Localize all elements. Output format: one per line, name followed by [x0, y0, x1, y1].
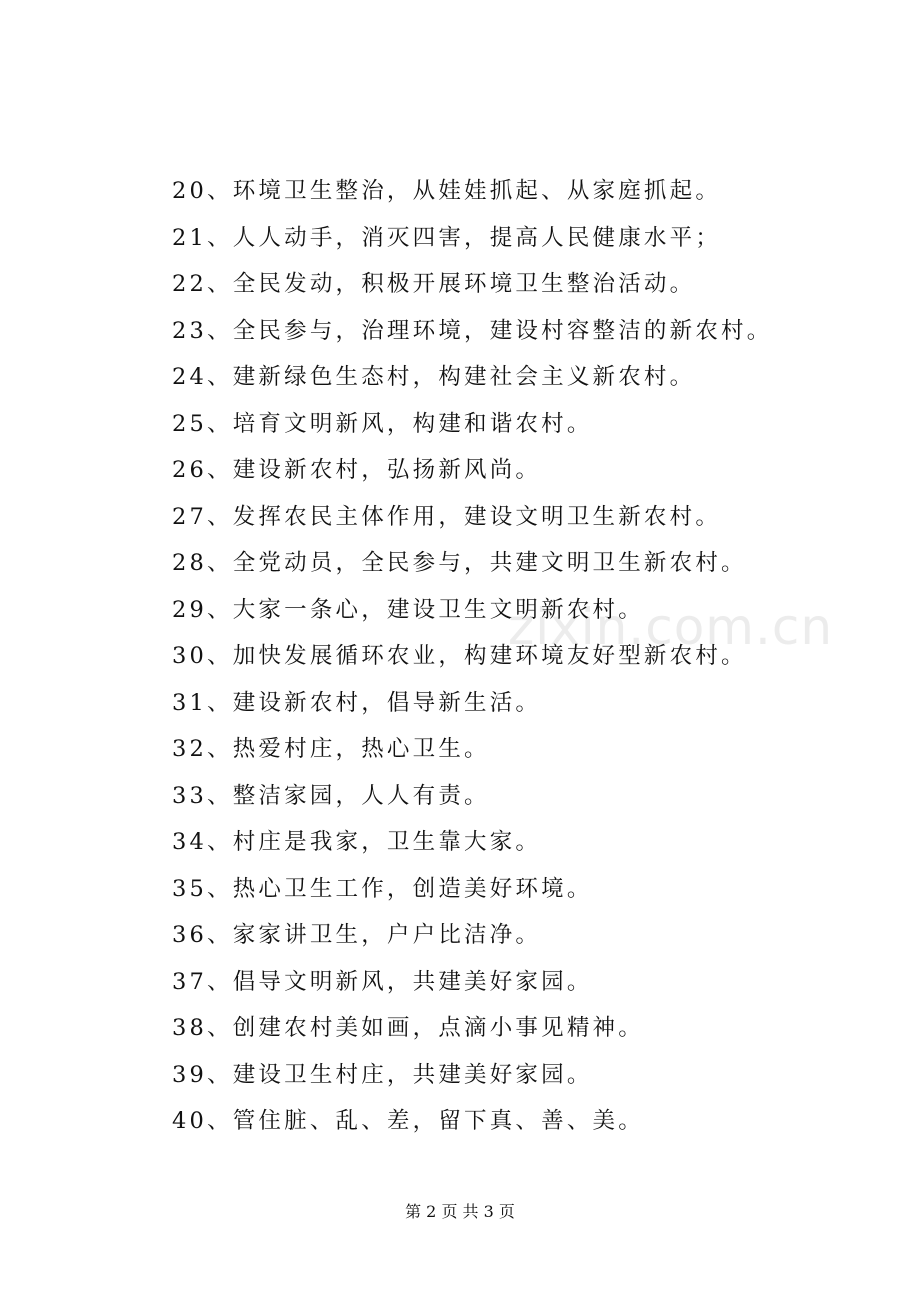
slogan-list [172, 168, 812, 1145]
slogan-line: 23、全民参与，治理环境，建设村容整洁的新农村。 [172, 317, 773, 344]
slogan-line: 22、全民发动，积极开展环境卫生整治活动。 [172, 271, 696, 297]
slogan-line: 20、环境卫生整治，从娃娃抓起、从家庭抓起。 [172, 178, 722, 204]
slogan-line: 40、管住脏、乱、差，留下真、善、美。 [172, 1108, 644, 1134]
slogan-line: 34、村庄是我家，卫生靠大家。 [172, 829, 542, 855]
watermark: zixin.com.cn [508, 598, 834, 656]
slogan-line: 24、建新绿色生态村，构建社会主义新农村。 [172, 364, 696, 390]
slogan-line: 39、建设卫生村庄，共建美好家园。 [172, 1061, 593, 1088]
slogan-line: 31、建设新农村，倡导新生活。 [172, 689, 542, 716]
slogan-line: 29、大家一条心，建设卫生文明新农村。 [172, 596, 644, 623]
slogan-line: 27、发挥农民主体作用，建设文明卫生新农村。 [172, 503, 722, 530]
slogan-line: 33、整洁家园，人人有责。 [172, 782, 490, 809]
slogan-line: 30、加快发展循环农业，构建环境友好型新农村。 [172, 643, 747, 669]
slogan-line: 28、全党动员，全民参与，共建文明卫生新农村。 [172, 550, 747, 576]
slogan-line: 38、创建农村美如画，点滴小事见精神。 [172, 1015, 644, 1041]
slogan-line: 35、热心卫生工作，创造美好环境。 [172, 875, 593, 902]
slogan-line: 37、倡导文明新风，共建美好家园。 [172, 968, 593, 995]
slogan-line: 36、家家讲卫生，户户比洁净。 [172, 922, 542, 948]
slogan-line: 26、建设新农村，弘扬新风尚。 [172, 457, 542, 483]
page-footer: 第 2 页 共 3 页 [405, 1202, 515, 1221]
slogan-line: 32、热爱村庄，热心卫生。 [172, 736, 490, 762]
slogan-line: 25、培育文明新风，构建和谐农村。 [172, 410, 593, 437]
slogan-line: 21、人人动手，消灭四害，提高人民健康水平； [172, 224, 722, 251]
